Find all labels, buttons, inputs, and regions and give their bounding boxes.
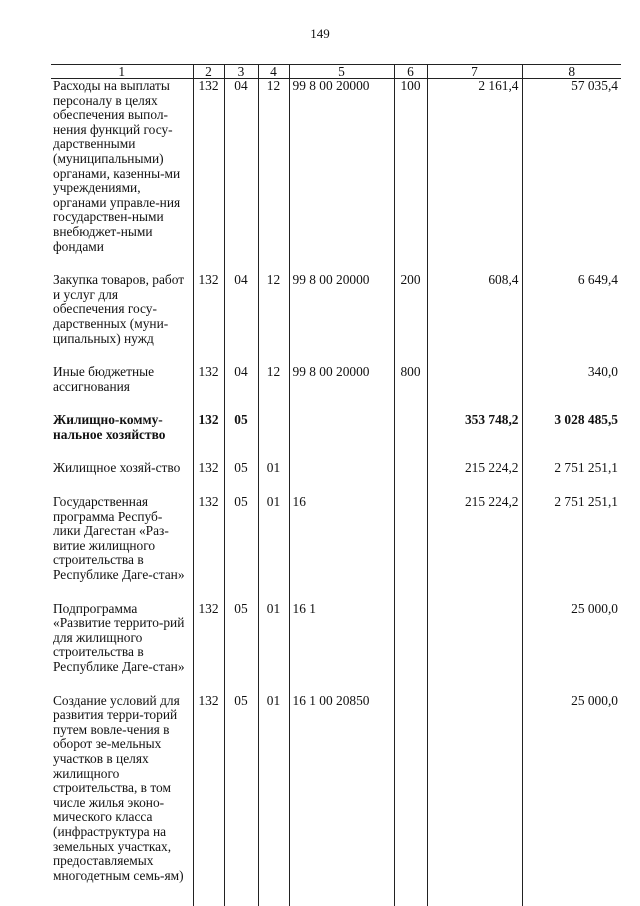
- target-article-code: 99 8 00 20000: [289, 273, 394, 365]
- ministry-code: 132: [193, 461, 224, 495]
- table-body: [51, 79, 621, 906]
- expense-type-code: 800: [394, 365, 427, 413]
- page-number: 149: [0, 26, 640, 42]
- subsection-code: 01: [258, 461, 289, 495]
- section-code: 04: [224, 365, 258, 413]
- target-article-code: 16: [289, 495, 394, 602]
- section-code: 05: [224, 495, 258, 602]
- expense-type-code: [394, 413, 427, 461]
- expense-type-code: [394, 495, 427, 602]
- target-article-code: 99 8 00 20000: [289, 79, 394, 274]
- expense-type-code: [394, 461, 427, 495]
- table-row: [51, 602, 621, 694]
- header-col-7: 7: [427, 65, 522, 79]
- ministry-code: 132: [193, 79, 224, 274]
- subsection-code: [258, 413, 289, 461]
- expense-type-code: 200: [394, 273, 427, 365]
- expense-item-name: Подпрограмма «Развитие террито-рий для жилищного строительства в Республике Даге-стан»: [51, 602, 193, 694]
- table-row: [51, 495, 621, 602]
- ministry-code: 132: [193, 694, 224, 906]
- ministry-code: 132: [193, 413, 224, 461]
- subsection-code: 01: [258, 694, 289, 906]
- section-code: 05: [224, 602, 258, 694]
- header-col-1: 1: [51, 65, 193, 79]
- expense-item-name: Закупка товаров, работ и услуг для обеспечения госу-дарственных (муни-ципальных) нужд: [51, 273, 193, 365]
- header-col-8: 8: [522, 65, 621, 79]
- amount-col-8: 25 000,0: [522, 694, 621, 906]
- section-code: 04: [224, 79, 258, 274]
- subsection-code: 12: [258, 273, 289, 365]
- amount-col-7: 215 224,2: [427, 495, 522, 602]
- expense-item-name: Расходы на выплаты персоналу в целях обеспечения выпол-нения функций госу-дарственными (муниципальными) органами, казенны-ми учреждениями, органами управле-ния государствен-ными внебюджет-ными фондами: [51, 79, 193, 274]
- table-row: [51, 273, 621, 365]
- ministry-code: 132: [193, 495, 224, 602]
- header-col-2: 2: [193, 65, 224, 79]
- section-code: 05: [224, 694, 258, 906]
- expense-item-name: Иные бюджетные ассигнования: [51, 365, 193, 413]
- ministry-code: 132: [193, 273, 224, 365]
- subsection-code: 01: [258, 602, 289, 694]
- target-article-code: 16 1 00 20850: [289, 694, 394, 906]
- amount-col-8: 340,0: [522, 365, 621, 413]
- amount-col-8: 6 649,4: [522, 273, 621, 365]
- amount-col-7: 215 224,2: [427, 461, 522, 495]
- expense-type-code: [394, 602, 427, 694]
- header-col-4: 4: [258, 65, 289, 79]
- amount-col-7: [427, 602, 522, 694]
- section-code: 05: [224, 413, 258, 461]
- amount-col-8: 25 000,0: [522, 602, 621, 694]
- expense-item-name: Создание условий для развития терри-торий путем вовле-чения в оборот зе-мельных участков в целях жилищного строительства, в том числе жилья эконо-мического класса (инфраструктура на земельных участках, предоставляемых многодетным семь-ям): [51, 694, 193, 906]
- table-header-row: [51, 65, 621, 79]
- table-row: [51, 79, 621, 274]
- subsection-code: 12: [258, 365, 289, 413]
- header-col-6: 6: [394, 65, 427, 79]
- section-code: 05: [224, 461, 258, 495]
- amount-col-8: 57 035,4: [522, 79, 621, 274]
- header-col-3: 3: [224, 65, 258, 79]
- amount-col-8: 2 751 251,1: [522, 461, 621, 495]
- table-row: [51, 365, 621, 413]
- budget-table: [51, 64, 621, 906]
- amount-col-7: 2 161,4: [427, 79, 522, 274]
- header-col-5: 5: [289, 65, 394, 79]
- amount-col-8: 3 028 485,5: [522, 413, 621, 461]
- table-row: [51, 413, 621, 461]
- amount-col-7: [427, 365, 522, 413]
- expense-item-name: Государственная программа Респуб-лики Дагестан «Раз-витие жилищного строительства в Республике Даге-стан»: [51, 495, 193, 602]
- target-article-code: [289, 413, 394, 461]
- section-code: 04: [224, 273, 258, 365]
- amount-col-7: [427, 694, 522, 906]
- amount-col-8: 2 751 251,1: [522, 495, 621, 602]
- expense-type-code: [394, 694, 427, 906]
- target-article-code: 99 8 00 20000: [289, 365, 394, 413]
- expense-type-code: 100: [394, 79, 427, 274]
- amount-col-7: 608,4: [427, 273, 522, 365]
- ministry-code: 132: [193, 365, 224, 413]
- amount-col-7: 353 748,2: [427, 413, 522, 461]
- ministry-code: 132: [193, 602, 224, 694]
- table-row: [51, 461, 621, 495]
- expense-item-name: Жилищно-комму-нальное хозяйство: [51, 413, 193, 461]
- table-row: [51, 694, 621, 906]
- subsection-code: 01: [258, 495, 289, 602]
- subsection-code: 12: [258, 79, 289, 274]
- target-article-code: 16 1: [289, 602, 394, 694]
- target-article-code: [289, 461, 394, 495]
- expense-item-name: Жилищное хозяй-ство: [51, 461, 193, 495]
